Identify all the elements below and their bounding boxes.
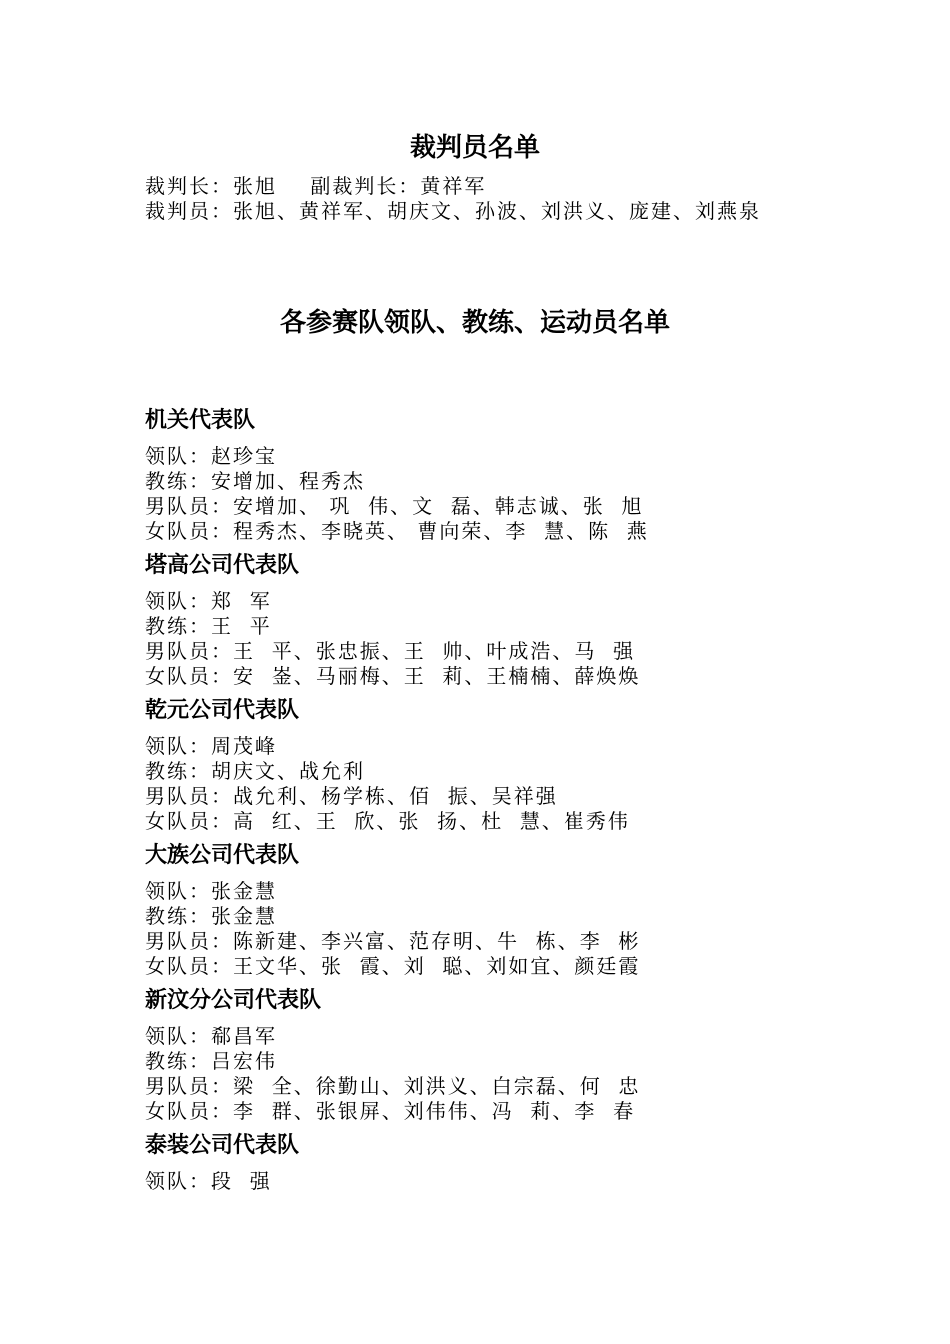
team-men: 男队员：战允利、杨学栋、佰 振、吴祥强: [145, 784, 558, 808]
team-block: [145, 1133, 815, 1194]
team-women: 女队员：安 崟、马丽梅、王 莉、王楠楠、薛焕焕: [145, 664, 641, 688]
teams-list-title: 各参赛队领队、教练、运动员名单: [279, 308, 670, 338]
team-leader: 领队：段 强: [145, 1169, 272, 1193]
team-name: 机关代表队: [145, 408, 256, 433]
team-block: [145, 553, 815, 689]
team-coach: 教练：张金慧: [145, 904, 277, 928]
chief-referee-line: 裁判长：张旭 副裁判长：黄祥军: [145, 174, 487, 198]
team-women: 女队员：王文华、张 霞、刘 聪、刘如宜、颜廷霞: [145, 954, 641, 978]
teams-list: [145, 408, 815, 1203]
team-name: 乾元公司代表队: [145, 698, 300, 723]
referees-line: 裁判员：张旭、黄祥军、胡庆文、孙波、刘洪义、庞建、刘燕泉: [145, 199, 761, 223]
team-name: 泰装公司代表队: [145, 1133, 300, 1158]
team-women: 女队员：程秀杰、李晓英、 曹向荣、李 慧、陈 燕: [145, 519, 649, 543]
team-block: [145, 843, 815, 979]
team-leader: 领队：赵珍宝: [145, 444, 277, 468]
referee-list: [145, 174, 815, 224]
team-name: 塔高公司代表队: [145, 553, 300, 578]
team-men: 男队员：安增加、 巩 伟、文 磊、韩志诚、张 旭: [145, 494, 644, 518]
team-leader: 领队：郗昌军: [145, 1024, 277, 1048]
team-men: 男队员：王 平、张忠振、王 帅、叶成浩、马 强: [145, 639, 636, 663]
team-name: 新汶分公司代表队: [145, 988, 322, 1013]
team-coach: 教练：王 平: [145, 614, 272, 638]
team-coach: 教练：胡庆文、战允利: [145, 759, 365, 783]
team-leader: 领队：张金慧: [145, 879, 277, 903]
team-block: [145, 988, 815, 1124]
team-block: [145, 698, 815, 834]
team-leader: 领队：郑 军: [145, 589, 272, 613]
team-women: 女队员：李 群、张银屏、刘伟伟、冯 莉、李 春: [145, 1099, 636, 1123]
team-men: 男队员：梁 全、徐勤山、刘洪义、白宗磊、何 忠: [145, 1074, 641, 1098]
team-leader: 领队：周茂峰: [145, 734, 277, 758]
team-coach: 教练：吕宏伟: [145, 1049, 277, 1073]
team-block: [145, 408, 815, 544]
team-men: 男队员：陈新建、李兴富、范存明、牛 栋、李 彬: [145, 929, 641, 953]
team-name: 大族公司代表队: [145, 843, 300, 868]
referee-list-title: 裁判员名单: [409, 133, 540, 163]
team-coach: 教练：安增加、程秀杰: [145, 469, 365, 493]
team-women: 女队员：高 红、王 欣、张 扬、杜 慧、崔秀伟: [145, 809, 630, 833]
